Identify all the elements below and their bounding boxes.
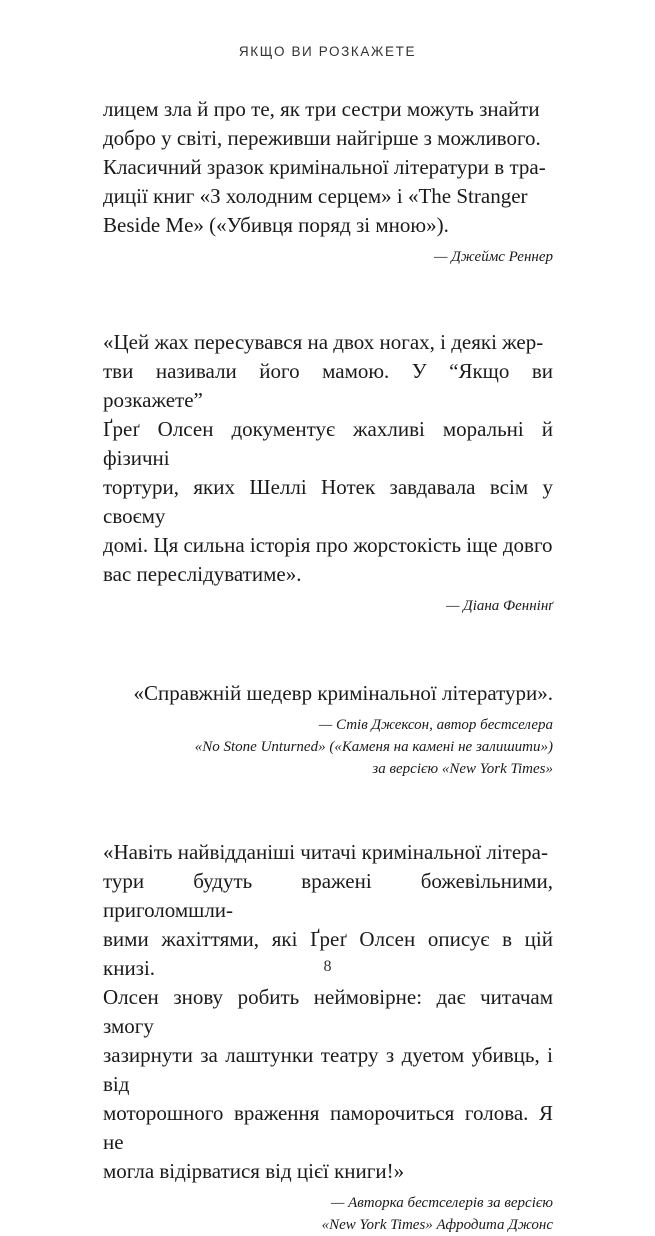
text-line: добро у світі, переживши найгірше з можливого. <box>103 126 541 150</box>
text-line: Олсен знову робить неймовірне: дає читачам змогу <box>103 985 553 1038</box>
quote-text <box>103 95 553 240</box>
text-line: вими жахіттями, які Ґреґ Олсен описує в цій книзі. <box>103 927 553 980</box>
quote-attribution <box>103 1192 553 1236</box>
text-line: лицем зла й про те, як три сестри можуть знайти <box>103 97 540 121</box>
page-body <box>103 95 553 1236</box>
text-line: «Цей жах пересувався на двох ногах, і деякі жер- <box>103 330 544 354</box>
quote-block <box>103 679 553 780</box>
text-line: могла відірватися від цієї книги!» <box>103 1159 405 1183</box>
text-line: Ґреґ Олсен документує жахливі моральні й фізичні <box>103 417 553 470</box>
quote-attribution <box>103 595 553 617</box>
attribution-line: — Стів Джексон, автор бестселера <box>318 717 553 733</box>
text-line: тортури, яких Шеллі Нотек завдавала всім у своєму <box>103 475 553 528</box>
attribution-line: — Авторка бестселерів за версією <box>331 1195 553 1211</box>
text-line: Beside Me» («Убивця поряд зі мною»). <box>103 213 449 237</box>
quote-text <box>103 679 553 708</box>
attribution-line: за версією «New York Times» <box>372 761 553 777</box>
attribution-line: — Діана Феннінґ <box>446 598 553 614</box>
text-line: диції книг «З холодним серцем» і «The Stranger <box>103 184 528 208</box>
attribution-line: «New York Times» Афродита Джонс <box>321 1217 553 1233</box>
quote-text <box>103 838 553 1186</box>
quote-block <box>103 838 553 1236</box>
text-line: зазирнути за лаштунки театру з дуетом убивць, і від <box>103 1043 553 1096</box>
attribution-line: «No Stone Unturned» («Каменя на камені не залишити») <box>194 739 553 755</box>
quote-text <box>103 328 553 589</box>
text-line: тури будуть вражені божевільними, приголомшли- <box>103 869 553 922</box>
page-number: 8 <box>323 958 332 975</box>
text-line: «Справжній шедевр кримінальної літератури». <box>133 681 553 705</box>
attribution-line: — Джеймс Реннер <box>434 249 553 265</box>
text-line: домі. Ця сильна історія про жорстокість іще довго <box>103 533 553 557</box>
quote-block <box>103 328 553 617</box>
text-line: вас переслідуватиме». <box>103 562 302 586</box>
quote-block <box>103 95 553 268</box>
text-line: Класичний зразок кримінальної літератури в тра- <box>103 155 546 179</box>
running-head: ЯКЩО ВИ РОЗКАЖЕТЕ <box>238 44 417 59</box>
quote-attribution <box>103 714 553 780</box>
text-line: моторошного враження паморочиться голова. Я не <box>103 1101 553 1154</box>
quote-attribution <box>103 246 553 268</box>
text-line: тви називали його мамою. У “Якщо ви розкажете” <box>103 359 553 412</box>
text-line: «Навіть найвідданіші читачі кримінальної літера- <box>103 840 548 864</box>
